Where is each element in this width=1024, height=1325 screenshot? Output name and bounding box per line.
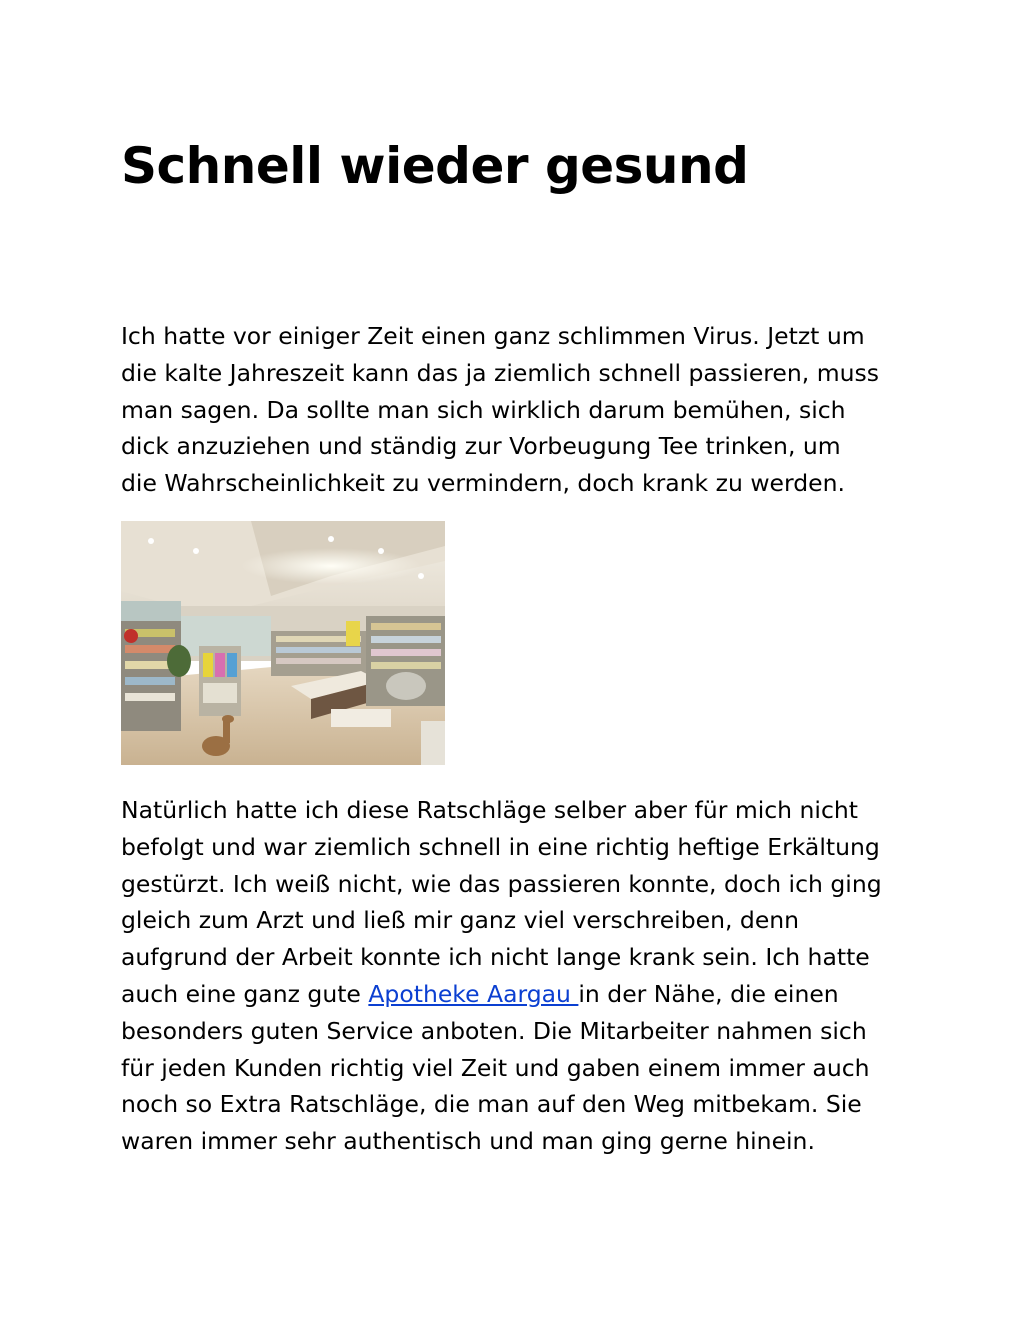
text-line: besonders guten Service anboten. Die Mitarbeiter nahmen sich bbox=[121, 1016, 867, 1045]
text-line: noch so Extra Ratschläge, die man auf den Weg mitbekam. Sie bbox=[121, 1090, 862, 1119]
text-line: Natürlich hatte ich diese Ratschläge selber aber für mich nicht bbox=[121, 796, 858, 824]
page-title: Schnell wieder gesund bbox=[121, 137, 749, 195]
text-line: dick anzuziehen und ständig zur Vorbeugung Tee trinken, um bbox=[121, 432, 841, 461]
apotheke-aargau-link[interactable]: Apotheke Aargau bbox=[368, 979, 579, 1008]
link-line-prefix: auch eine ganz gute bbox=[121, 979, 369, 1008]
text-line: aufgrund der Arbeit konnte ich nicht lange krank sein. Ich hatte bbox=[121, 943, 870, 972]
text-line: waren immer sehr authentisch und man ging gerne hinein. bbox=[121, 1127, 815, 1156]
link-line-suffix: in der Nähe, die einen bbox=[578, 979, 839, 1008]
text-line: für jeden Kunden richtig viel Zeit und gaben einem immer auch bbox=[121, 1053, 870, 1082]
text-line: gestürzt. Ich weiß nicht, wie das passieren konnte, doch ich ging bbox=[121, 869, 882, 898]
text-line: man sagen. Da sollte man sich wirklich darum bemühen, sich bbox=[121, 395, 846, 424]
text-line: Ich hatte vor einiger Zeit einen ganz schlimmen Virus. Jetzt um bbox=[121, 322, 865, 350]
text-line: gleich zum Arzt und ließ mir ganz viel verschreiben, denn bbox=[121, 906, 800, 935]
text-line: die kalte Jahreszeit kann das ja ziemlich schnell passieren, muss bbox=[121, 358, 880, 387]
pharmacy-interior-photo bbox=[121, 521, 445, 765]
text-line: befolgt und war ziemlich schnell in eine richtig heftige Erkältung bbox=[121, 832, 880, 861]
paragraph-main bbox=[121, 792, 921, 1160]
paragraph-intro bbox=[121, 318, 921, 502]
text-line: die Wahrscheinlichkeit zu vermindern, doch krank zu werden. bbox=[121, 469, 845, 498]
text-line-with-link bbox=[121, 976, 921, 1013]
